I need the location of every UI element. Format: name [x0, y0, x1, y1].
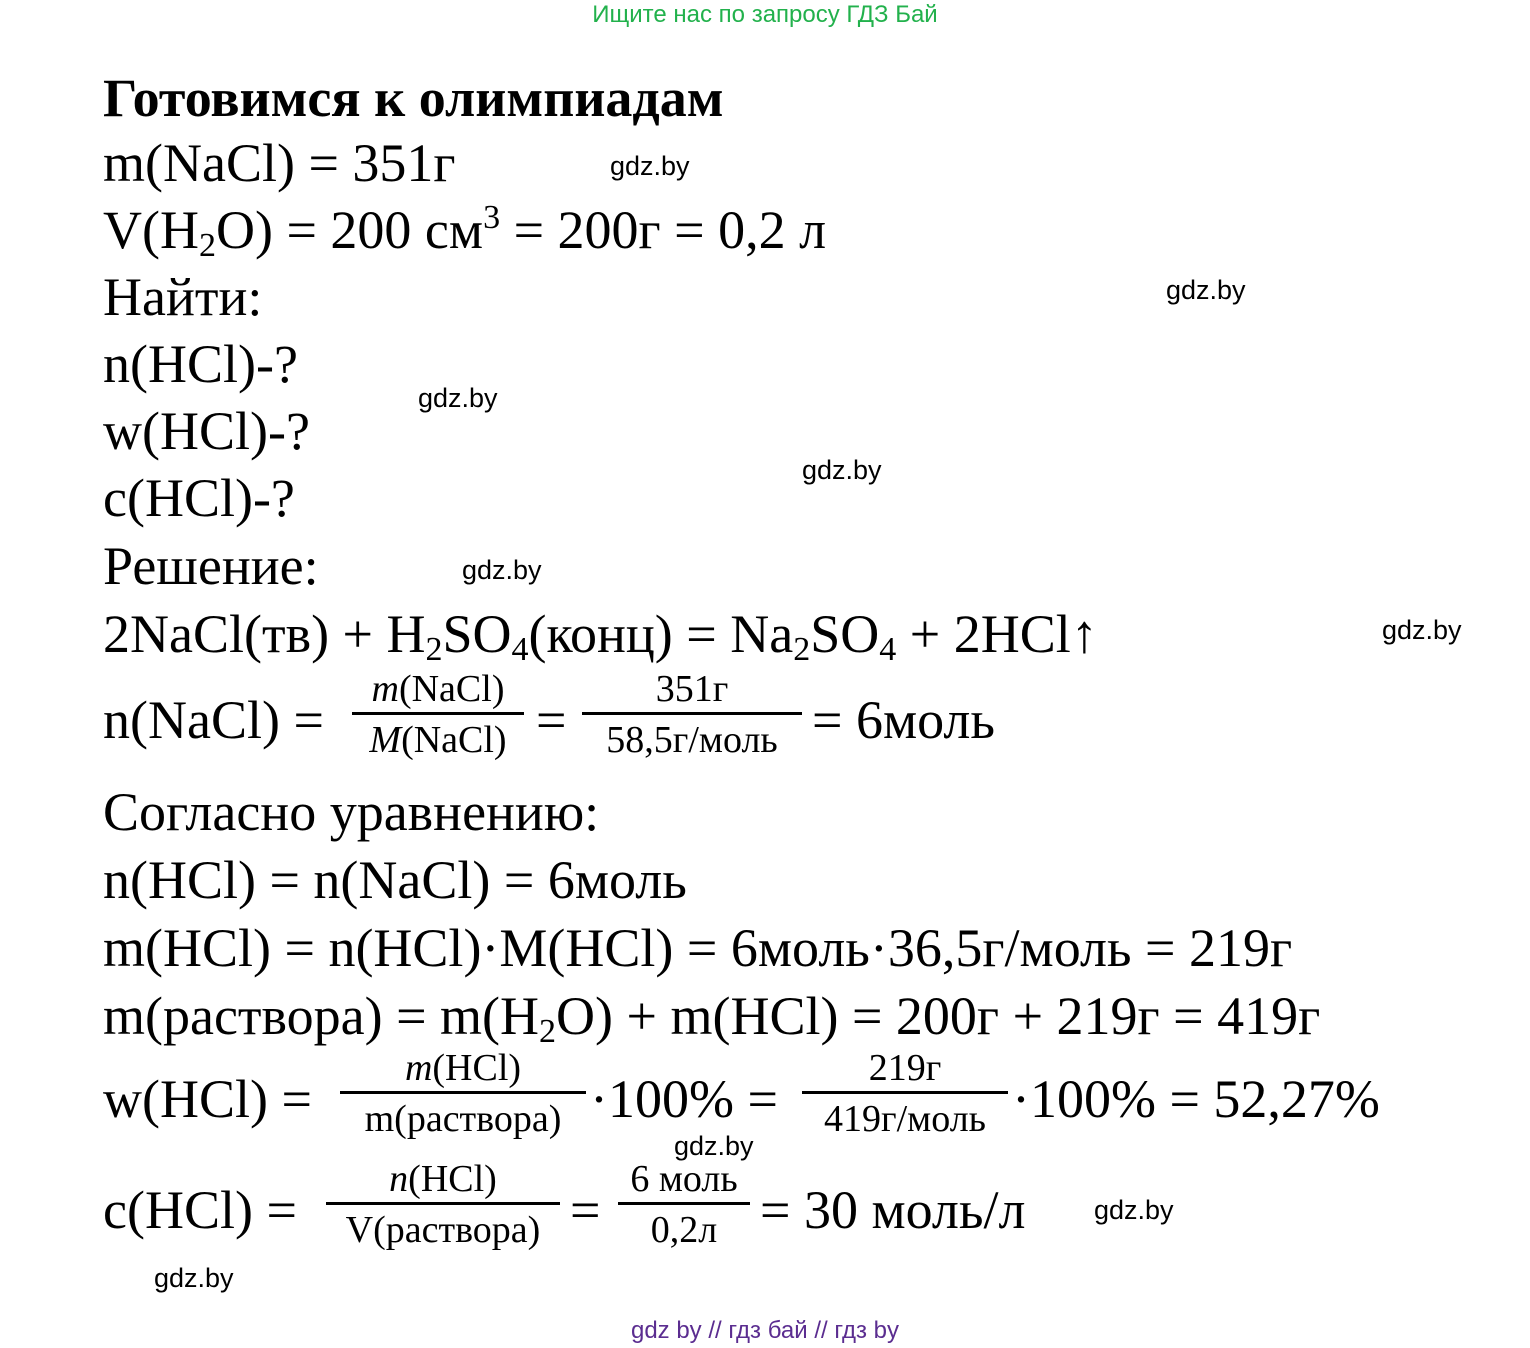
numerator: 351г	[655, 668, 729, 710]
equals-sign: =	[570, 1180, 601, 1240]
fraction-bar	[582, 712, 802, 715]
text-part: (NaCl)	[401, 719, 507, 761]
text-part: + 2HCl↑	[896, 604, 1098, 664]
find-label: Найти:	[103, 267, 263, 327]
subscript: 2	[425, 631, 443, 668]
text-part: V(H	[103, 200, 199, 260]
numerator	[340, 1047, 586, 1089]
numerator	[326, 1158, 560, 1200]
text-part: m(раствора) = m(H	[103, 986, 540, 1046]
watermark: gdz.by	[1166, 275, 1246, 305]
watermark: gdz.by	[802, 455, 882, 485]
text-part: SO	[810, 604, 880, 664]
numerator: 219г	[868, 1047, 942, 1089]
denominator: 58,5г/моль	[606, 719, 778, 761]
w-hcl-middle: ·100% =	[590, 1069, 778, 1129]
fraction-bar	[618, 1202, 750, 1205]
watermark: gdz.by	[154, 1263, 234, 1293]
fraction-bar	[326, 1202, 560, 1205]
fraction-m-over-M	[352, 668, 524, 761]
variable: m	[371, 668, 399, 710]
fraction-n-over-volume	[326, 1158, 560, 1251]
c-hcl-lhs: c(HCl) =	[103, 1180, 297, 1240]
watermark: gdz.by	[418, 383, 498, 413]
subscript: 2	[793, 631, 811, 668]
fraction-bar	[340, 1091, 586, 1094]
watermark: gdz.by	[462, 555, 542, 585]
n-nacl-lhs: n(NaCl) =	[103, 690, 324, 750]
w-hcl-result: ·100% = 52,27%	[1012, 1069, 1380, 1129]
m-hcl-line: m(HCl) = n(HCl)·M(HCl) = 6моль·36,5г/моль = 219г	[103, 918, 1293, 978]
numerator: 6 моль	[630, 1158, 738, 1200]
text-part: 2NaCl(тв) + H	[103, 604, 426, 664]
text-part: O) + m(HCl) = 200г + 219г = 419г	[556, 986, 1321, 1046]
subscript: 2	[539, 1013, 557, 1050]
text-part: (конц) = Na	[528, 604, 794, 664]
denominator: m(раствора)	[364, 1098, 562, 1140]
reaction-equation	[103, 604, 1098, 668]
text-part: (HCl)	[408, 1158, 497, 1200]
find-item-w-hcl: w(HCl)-?	[103, 401, 310, 461]
equals-sign: =	[536, 690, 567, 750]
variable: m	[404, 1047, 433, 1089]
n-hcl-line: n(HCl) = n(NaCl) = 6моль	[103, 850, 687, 910]
watermark: gdz.by	[610, 151, 690, 181]
watermark: gdz.by	[1382, 615, 1462, 645]
subscript: 4	[879, 631, 897, 668]
watermark: gdz.by	[674, 1131, 754, 1161]
w-hcl-lhs: w(HCl) =	[103, 1069, 312, 1129]
watermark: gdz.by	[1094, 1195, 1174, 1225]
fraction-bar	[802, 1091, 1008, 1094]
given-mass-nacl: m(NaCl) = 351г	[103, 133, 456, 193]
fraction-values	[618, 1158, 750, 1251]
variable: M	[369, 719, 402, 761]
n-nacl-result: = 6моль	[812, 690, 995, 750]
fraction-values	[802, 1047, 1008, 1140]
subscript: 4	[511, 631, 529, 668]
m-solution-line	[103, 986, 1321, 1050]
text-part: = 200г = 0,2 л	[500, 200, 827, 260]
superscript: 3	[483, 199, 501, 236]
fraction-m-over-solution	[340, 1047, 586, 1140]
find-item-n-hcl: n(HCl)-?	[103, 334, 298, 394]
according-label: Согласно уравнению:	[103, 782, 600, 842]
numerator	[352, 668, 524, 710]
top-banner: Ищите нас по запросу ГДЗ Бай	[592, 1, 938, 28]
variable: n	[389, 1158, 409, 1200]
fraction-bar	[352, 712, 524, 715]
fraction-values	[582, 668, 802, 761]
footer-links: gdz by // гдз бай // гдз by	[630, 1317, 900, 1344]
text-part: O) = 200 см	[215, 200, 484, 260]
denominator: 419г/моль	[824, 1098, 986, 1140]
denominator	[352, 719, 524, 761]
c-hcl-result: = 30 моль/л	[760, 1180, 1026, 1240]
solution-label: Решение:	[103, 536, 319, 596]
subscript: 2	[198, 227, 216, 264]
denominator: 0,2л	[650, 1209, 718, 1251]
page-title: Готовимся к олимпиадам	[103, 68, 724, 128]
text-part: (HCl)	[432, 1047, 522, 1089]
denominator: V(раствора)	[345, 1209, 541, 1251]
text-part: (NaCl)	[398, 668, 505, 710]
find-item-c-hcl: c(HCl)-?	[103, 468, 295, 528]
text-part: SO	[442, 604, 512, 664]
given-volume-water	[103, 199, 827, 264]
